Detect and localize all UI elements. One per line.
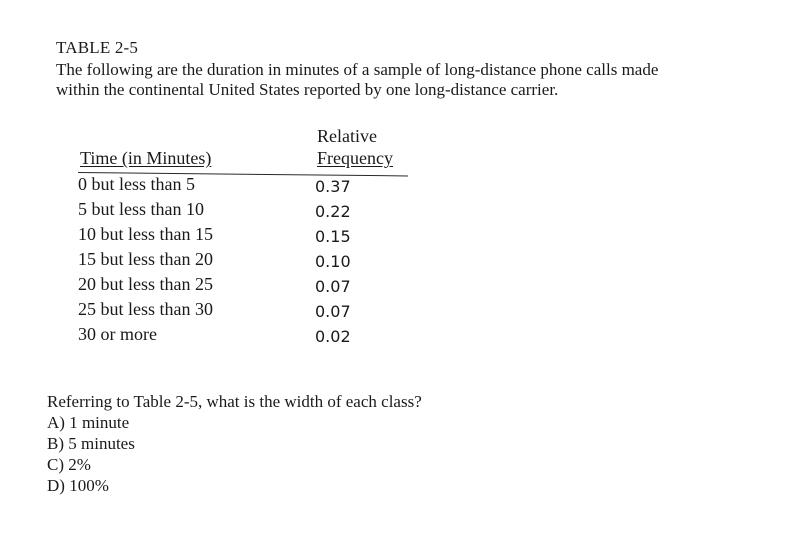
header-frequency: Frequency [317, 148, 393, 168]
table-row [78, 199, 418, 224]
frequency-cell: 0.15 [315, 227, 351, 246]
table-row [78, 299, 418, 324]
header-time: Time (in Minutes) [80, 148, 212, 168]
frequency-cell: 0.10 [315, 252, 351, 271]
answer-option-d: D) 100% [47, 476, 109, 495]
class-cell: 20 but less than 25 [78, 274, 213, 294]
class-cell: 0 but less than 5 [78, 174, 195, 194]
answer-option-c: C) 2% [47, 455, 91, 474]
frequency-cell: 0.37 [315, 177, 351, 196]
table-row [78, 274, 418, 299]
table-label: TABLE 2-5 [56, 38, 139, 57]
class-cell: 25 but less than 30 [78, 299, 213, 319]
class-cell: 30 or more [78, 324, 157, 344]
header-relative: Relative [317, 126, 377, 146]
table-rows [78, 174, 418, 349]
table-row [78, 224, 418, 249]
frequency-cell: 0.02 [315, 327, 351, 346]
answer-option-a: A) 1 minute [47, 413, 130, 432]
class-cell: 10 but less than 15 [78, 224, 213, 244]
table-row [78, 174, 418, 199]
intro-line-2: within the continental United States reported by one long-distance carrier. [56, 80, 559, 99]
frequency-cell: 0.07 [315, 302, 351, 321]
class-cell: 15 but less than 20 [78, 249, 213, 269]
question-text: Referring to Table 2-5, what is the width of each class? [47, 392, 422, 411]
table-row [78, 324, 418, 349]
frequency-cell: 0.22 [315, 202, 351, 221]
answer-list [47, 412, 135, 496]
answer-option-b: B) 5 minutes [47, 434, 135, 453]
intro-paragraph [56, 60, 776, 100]
class-cell: 5 but less than 10 [78, 199, 204, 219]
table-row [78, 249, 418, 274]
frequency-cell: 0.07 [315, 277, 351, 296]
intro-line-1: The following are the duration in minutes of a sample of long-distance phone calls made [56, 60, 659, 79]
